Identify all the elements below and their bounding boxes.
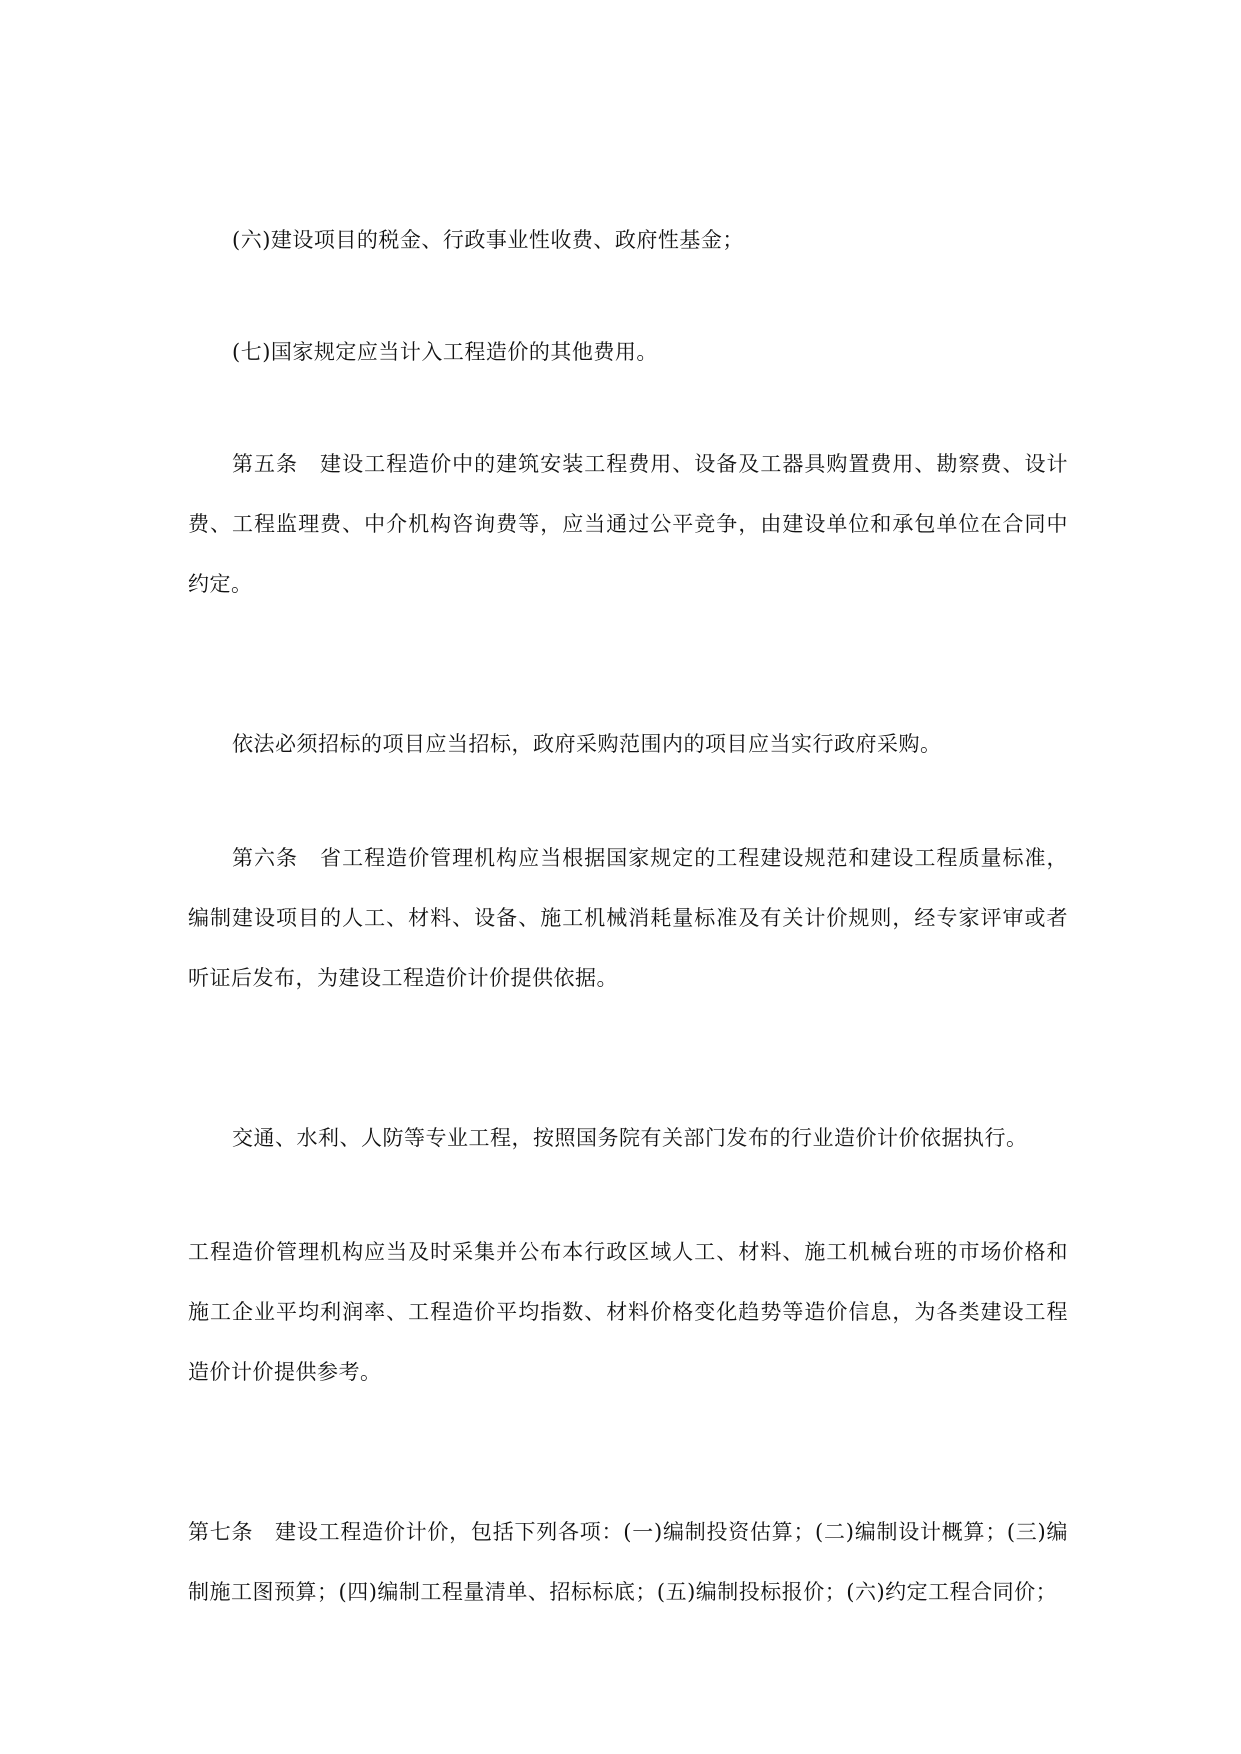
paragraph-article-6: 第六条 省工程造价管理机构应当根据国家规定的工程建设规范和建设工程质量标准，编制建设项目的人工、材料、设备、施工机械消耗量标准及有关计价规则，经专家评审或者听证后发布，为建设工程造价计价提供依据。 xyxy=(188,846,1068,990)
paragraph-price-info: 工程造价管理机构应当及时采集并公布本行政区域人工、材料、施工机械台班的市场价格和施工企业平均利润率、工程造价平均指数、材料价格变化趋势等造价信息，为各类建设工程造价计价提供参考。 xyxy=(188,1240,1068,1384)
paragraph-article-5: 第五条 建设工程造价中的建筑安装工程费用、设备及工器具购置费用、勘察费、设计费、工程监理费、中介机构咨询费等，应当通过公平竞争，由建设单位和承包单位在合同中约定。 xyxy=(188,452,1068,596)
paragraph-tender-rule: 依法必须招标的项目应当招标，政府采购范围内的项目应当实行政府采购。 xyxy=(232,732,942,756)
paragraph-item-6: (六)建设项目的税金、行政事业性收费、政府性基金； xyxy=(232,228,744,252)
paragraph-item-7: (七)国家规定应当计入工程造价的其他费用。 xyxy=(232,340,658,364)
paragraph-special-projects: 交通、水利、人防等专业工程，按照国务院有关部门发布的行业造价计价依据执行。 xyxy=(232,1126,1028,1150)
paragraph-article-7: 第七条 建设工程造价计价，包括下列各项：(一)编制投资估算；(二)编制设计概算；(三)编制施工图预算；(四)编制工程量清单、招标标底；(五)编制投标报价；(六)约定工程合同价； xyxy=(188,1520,1068,1604)
